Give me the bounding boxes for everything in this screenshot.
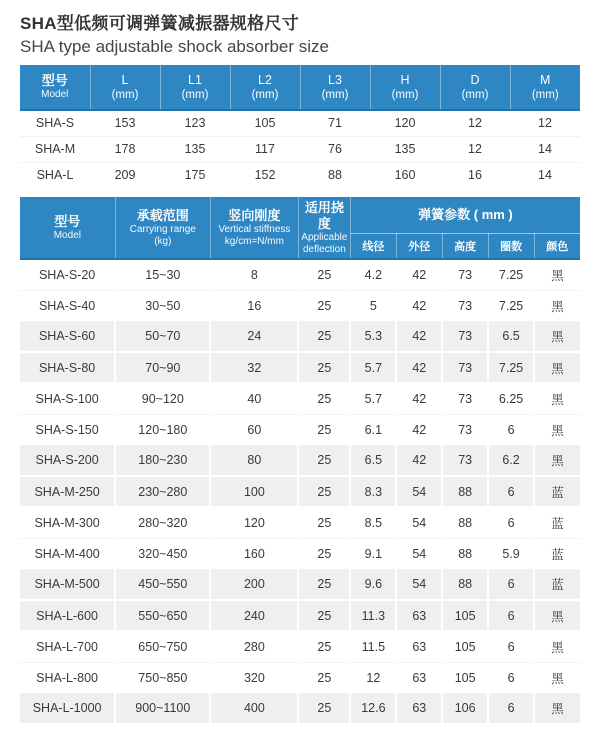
- value-cell: 25: [298, 321, 350, 352]
- value-cell: 黑: [534, 259, 580, 290]
- value-cell: 蓝: [534, 476, 580, 507]
- dim-col-header-l1: [160, 65, 230, 110]
- value-cell: 280: [210, 631, 298, 662]
- table-row: [20, 136, 580, 162]
- value-cell: 105: [442, 600, 488, 631]
- value-cell: 209: [114, 168, 136, 183]
- dim-col-unit: (mm): [181, 88, 209, 101]
- dim-col-unit: (mm): [251, 88, 279, 101]
- table-row: [20, 662, 580, 693]
- value-cell: 88: [442, 507, 488, 538]
- value-cell: 42: [396, 383, 442, 414]
- value-cell: 25: [298, 600, 350, 631]
- table-row: [20, 600, 580, 631]
- table-row: [20, 321, 580, 352]
- value-cell: 73: [442, 259, 488, 290]
- value-cell: 650~750: [115, 631, 210, 662]
- value-cell: 蓝: [534, 507, 580, 538]
- value-cell: 40: [210, 383, 298, 414]
- value-cell: 153: [90, 110, 160, 136]
- value-cell: 450~550: [115, 569, 210, 600]
- dim-col-label: H: [400, 72, 410, 87]
- spec-header-model-zh: 型号: [54, 213, 81, 229]
- dim-col-header-m: [510, 65, 580, 110]
- model-cell: SHA-S-150: [20, 414, 115, 445]
- value-cell: 6: [488, 476, 534, 507]
- value-cell: 135: [160, 136, 230, 162]
- value-cell: 黑: [534, 600, 580, 631]
- model-cell: SHA-L: [36, 168, 74, 183]
- model-cell: SHA-L-700: [20, 631, 115, 662]
- value-cell: 88: [328, 168, 342, 183]
- table-row: [20, 162, 580, 188]
- value-cell: 120: [370, 110, 440, 136]
- dimensions-table: [20, 65, 580, 188]
- dim-header-model: [20, 65, 90, 110]
- value-cell: 88: [442, 569, 488, 600]
- value-cell: 6: [488, 507, 534, 538]
- value-cell: 76: [300, 136, 370, 162]
- value-cell: 63: [396, 600, 442, 631]
- value-cell: 25: [298, 538, 350, 569]
- value-cell: 6.5: [350, 445, 396, 476]
- value-cell: 5.3: [350, 321, 396, 352]
- value-cell: 50~70: [115, 321, 210, 352]
- value-cell: 175: [184, 168, 206, 183]
- dim-col-label: L3: [328, 72, 342, 87]
- value-cell: 蓝: [534, 538, 580, 569]
- spec-header-stiffness-unit: kg/cm=N/mm: [224, 235, 284, 247]
- value-cell: 25: [298, 445, 350, 476]
- value-cell: 320: [210, 662, 298, 693]
- value-cell: 黑: [534, 352, 580, 383]
- value-cell: 120~180: [115, 414, 210, 445]
- value-cell: 6: [488, 414, 534, 445]
- model-cell: SHA-S-80: [20, 352, 115, 383]
- value-cell: 蓝: [534, 569, 580, 600]
- spring-subcol-header: 外径: [396, 233, 442, 259]
- value-cell: 黑: [534, 383, 580, 414]
- value-cell: 54: [396, 538, 442, 569]
- value-cell: 88: [442, 538, 488, 569]
- value-cell: 105: [442, 631, 488, 662]
- value-cell: 8.5: [350, 507, 396, 538]
- value-cell: 200: [210, 569, 298, 600]
- value-cell: 8: [210, 259, 298, 290]
- spec-header-vertical-stiffness: [210, 197, 298, 259]
- value-cell: 88: [442, 476, 488, 507]
- model-cell: SHA-L-1000: [20, 693, 115, 724]
- dim-col-header-l3: [300, 65, 370, 110]
- spec-table: [20, 197, 580, 725]
- value-cell: 73: [442, 321, 488, 352]
- model-cell: SHA-L-800: [20, 662, 115, 693]
- value-cell: 黑: [534, 290, 580, 321]
- value-cell: 12: [510, 110, 580, 136]
- value-cell: 160: [210, 538, 298, 569]
- spec-header-stiffness-en: Vertical stiffness: [218, 223, 291, 235]
- value-cell: 550~650: [115, 600, 210, 631]
- model-cell: SHA-M-300: [20, 507, 115, 538]
- dim-col-header-l: [90, 65, 160, 110]
- value-cell: 6.25: [488, 383, 534, 414]
- table-row: [20, 476, 580, 507]
- table-row: [20, 110, 580, 136]
- value-cell: 105: [442, 662, 488, 693]
- value-cell: 16: [210, 290, 298, 321]
- value-cell: 70~90: [115, 352, 210, 383]
- spec-header-deflection-en2: deflection: [302, 243, 346, 255]
- value-cell: 黑: [534, 662, 580, 693]
- model-cell: SHA-L-600: [20, 600, 115, 631]
- dim-col-label: L1: [188, 72, 202, 87]
- value-cell: 160: [394, 168, 416, 183]
- value-cell: 25: [298, 352, 350, 383]
- table-row: [20, 445, 580, 476]
- value-cell: 黑: [534, 414, 580, 445]
- value-cell: 5.7: [350, 383, 396, 414]
- dim-col-label: D: [470, 72, 480, 87]
- value-cell: 6: [488, 631, 534, 662]
- value-cell: 400: [210, 693, 298, 724]
- spring-subcol-header: 颜色: [534, 233, 580, 259]
- value-cell: 240: [210, 600, 298, 631]
- model-cell: SHA-M: [20, 136, 90, 162]
- value-cell: 6.2: [488, 445, 534, 476]
- value-cell: 15~30: [115, 259, 210, 290]
- value-cell: 黑: [534, 631, 580, 662]
- dimensions-table-body: [20, 110, 580, 188]
- value-cell: 42: [396, 259, 442, 290]
- value-cell: 6: [488, 600, 534, 631]
- value-cell: 8.3: [350, 476, 396, 507]
- value-cell: 25: [298, 290, 350, 321]
- table-row: [20, 569, 580, 600]
- value-cell: 5.7: [350, 352, 396, 383]
- dim-col-unit: (mm): [391, 88, 419, 101]
- dim-col-label: M: [540, 72, 551, 87]
- model-cell: SHA-M-500: [20, 569, 115, 600]
- value-cell: 25: [298, 383, 350, 414]
- value-cell: 54: [396, 569, 442, 600]
- value-cell: 6.5: [488, 321, 534, 352]
- value-cell: 25: [298, 259, 350, 290]
- spec-header-deflection-en1: Applicable: [301, 231, 348, 243]
- value-cell: 73: [442, 445, 488, 476]
- value-cell: 9.6: [350, 569, 396, 600]
- value-cell: 180~230: [115, 445, 210, 476]
- value-cell: 100: [210, 476, 298, 507]
- value-cell: 25: [298, 662, 350, 693]
- page-title-zh: SHA型低频可调弹簧减振器规格尺寸: [20, 14, 299, 33]
- value-cell: 230~280: [115, 476, 210, 507]
- value-cell: 320~450: [115, 538, 210, 569]
- value-cell: 54: [396, 507, 442, 538]
- value-cell: 42: [396, 352, 442, 383]
- table-row: [20, 631, 580, 662]
- value-cell: 54: [396, 476, 442, 507]
- dim-col-header-l2: [230, 65, 300, 110]
- value-cell: 25: [298, 569, 350, 600]
- spec-header-spring-params-group: [350, 197, 580, 233]
- value-cell: 90~120: [115, 383, 210, 414]
- value-cell: 750~850: [115, 662, 210, 693]
- value-cell: 73: [442, 290, 488, 321]
- model-cell: SHA-S-40: [20, 290, 115, 321]
- value-cell: 42: [396, 445, 442, 476]
- value-cell: 11.3: [350, 600, 396, 631]
- value-cell: 280~320: [115, 507, 210, 538]
- value-cell: 黑: [534, 321, 580, 352]
- dim-header-model-zh: 型号: [41, 73, 68, 88]
- value-cell: 25: [298, 476, 350, 507]
- model-cell: SHA-S-100: [20, 383, 115, 414]
- spring-subcol-header: 线径: [350, 233, 396, 259]
- spec-header-model: [20, 197, 115, 259]
- value-cell: 12.6: [350, 693, 396, 724]
- value-cell: 7.25: [488, 352, 534, 383]
- dim-col-header-d: [440, 65, 510, 110]
- value-cell: 25: [298, 631, 350, 662]
- spec-header-carrying-range: [115, 197, 210, 259]
- spec-header-deflection-zh: 适用挠度: [304, 199, 344, 231]
- value-cell: 32: [210, 352, 298, 383]
- value-cell: 135: [370, 136, 440, 162]
- model-cell: SHA-S-200: [20, 445, 115, 476]
- model-cell: SHA-S-60: [20, 321, 115, 352]
- value-cell: 105: [230, 110, 300, 136]
- value-cell: 6: [488, 662, 534, 693]
- value-cell: 9.1: [350, 538, 396, 569]
- dimensions-table-header: [20, 65, 580, 110]
- value-cell: 7.25: [488, 259, 534, 290]
- spec-header-carrying-zh: 承载范围: [136, 207, 189, 223]
- table-row: [20, 414, 580, 445]
- value-cell: 63: [396, 693, 442, 724]
- value-cell: 24: [210, 321, 298, 352]
- value-cell: 6: [488, 693, 534, 724]
- value-cell: 25: [298, 507, 350, 538]
- value-cell: 900~1100: [115, 693, 210, 724]
- value-cell: 71: [300, 110, 370, 136]
- dim-col-header-h: [370, 65, 440, 110]
- table-row: [20, 259, 580, 290]
- value-cell: 178: [90, 136, 160, 162]
- value-cell: 14: [538, 168, 552, 183]
- dim-col-label: L: [121, 72, 129, 87]
- value-cell: 63: [396, 631, 442, 662]
- table-row: [20, 538, 580, 569]
- table-row: [20, 352, 580, 383]
- value-cell: 42: [396, 290, 442, 321]
- value-cell: 12: [440, 110, 510, 136]
- value-cell: 63: [396, 662, 442, 693]
- value-cell: 16: [468, 168, 482, 183]
- value-cell: 123: [160, 110, 230, 136]
- value-cell: 42: [396, 321, 442, 352]
- value-cell: 152: [254, 168, 276, 183]
- page-title-en: SHA type adjustable shock absorber size: [20, 37, 330, 56]
- dim-col-unit: (mm): [111, 88, 139, 101]
- value-cell: 12: [440, 136, 510, 162]
- value-cell: 120: [210, 507, 298, 538]
- value-cell: 73: [442, 352, 488, 383]
- model-cell: SHA-S-20: [20, 259, 115, 290]
- value-cell: 4.2: [350, 259, 396, 290]
- dim-col-unit: (mm): [531, 88, 559, 101]
- dim-col-unit: (mm): [461, 88, 489, 101]
- value-cell: 7.25: [488, 290, 534, 321]
- value-cell: 11.5: [350, 631, 396, 662]
- table-row: [20, 693, 580, 724]
- value-cell: 6.1: [350, 414, 396, 445]
- value-cell: 25: [298, 414, 350, 445]
- spec-header-carrying-en: Carrying range: [129, 223, 196, 235]
- dim-col-unit: (mm): [321, 88, 349, 101]
- table-row: [20, 290, 580, 321]
- value-cell: 黑: [534, 445, 580, 476]
- spec-header-carrying-unit: (kg): [154, 235, 172, 247]
- value-cell: 12: [350, 662, 396, 693]
- value-cell: 5: [350, 290, 396, 321]
- value-cell: 6: [488, 569, 534, 600]
- spec-header-spring-group-label: 弹簧参数 ( mm ): [418, 206, 513, 222]
- value-cell: 80: [210, 445, 298, 476]
- dim-header-model-en: Model: [41, 89, 69, 100]
- spec-table-header: [20, 197, 580, 259]
- value-cell: 73: [442, 383, 488, 414]
- model-cell: SHA-S: [20, 110, 90, 136]
- spring-subcol-header: 高度: [442, 233, 488, 259]
- value-cell: 14: [510, 136, 580, 162]
- value-cell: 25: [298, 693, 350, 724]
- value-cell: 117: [230, 136, 300, 162]
- dim-col-label: L2: [258, 72, 272, 87]
- value-cell: 42: [396, 414, 442, 445]
- value-cell: 黑: [534, 693, 580, 724]
- spring-subcol-header: 圈数: [488, 233, 534, 259]
- table-row: [20, 383, 580, 414]
- model-cell: SHA-M-250: [20, 476, 115, 507]
- table-row: [20, 507, 580, 538]
- value-cell: 30~50: [115, 290, 210, 321]
- value-cell: 73: [442, 414, 488, 445]
- spec-header-stiffness-zh: 竖向刚度: [228, 207, 281, 223]
- model-cell: SHA-M-400: [20, 538, 115, 569]
- value-cell: 5.9: [488, 538, 534, 569]
- value-cell: 106: [442, 693, 488, 724]
- spec-table-body: [20, 259, 580, 724]
- spec-header-applicable-deflection: [298, 197, 350, 259]
- value-cell: 60: [210, 414, 298, 445]
- spec-header-model-en: Model: [53, 229, 81, 241]
